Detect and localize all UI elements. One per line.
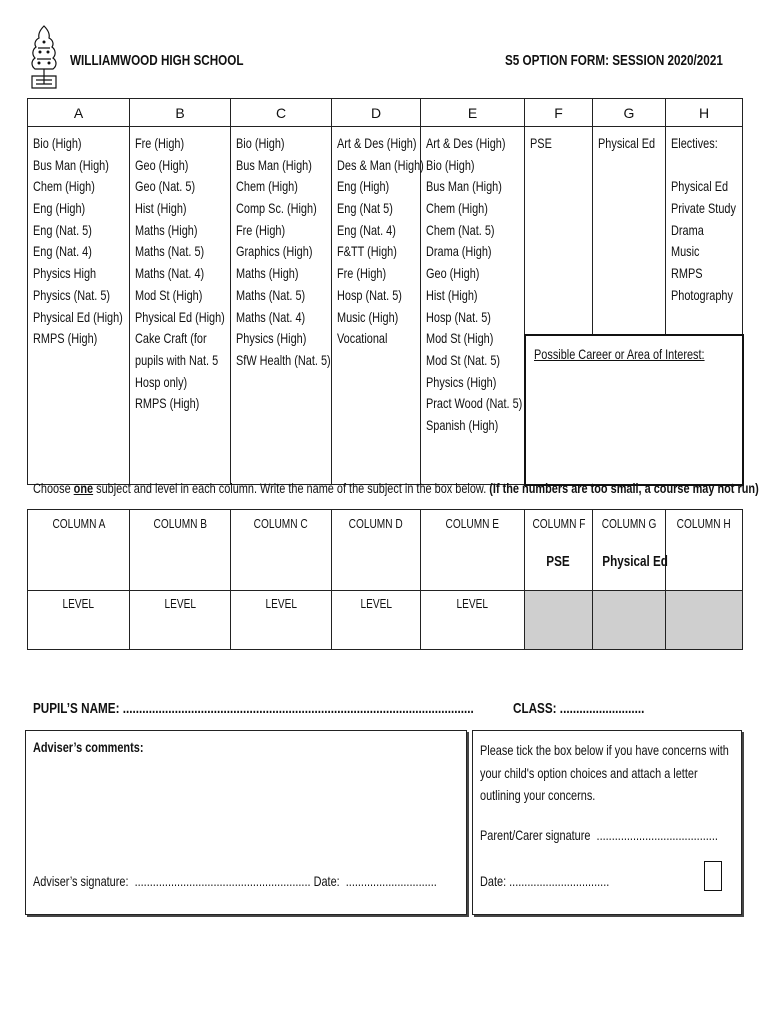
- subject-item-d: Vocational: [337, 330, 388, 347]
- subject-item-b: RMPS (High): [135, 395, 200, 412]
- subject-item-e: Chem (Nat. 5): [426, 221, 495, 238]
- column-header-h: H: [666, 99, 743, 127]
- options-table: [27, 98, 744, 486]
- subject-item-b: Geo (Nat. 5): [135, 178, 196, 195]
- subject-item-d: F&TT (High): [337, 243, 397, 260]
- subject-item-b: Physical Ed (High): [135, 308, 225, 325]
- subject-item-a: Eng (High): [33, 200, 86, 217]
- subject-item-c: Bio (High): [236, 135, 285, 151]
- subject-item-b: Cake Craft (for: [135, 330, 207, 347]
- column-header-e: E: [421, 99, 525, 127]
- subject-item-a: RMPS (High): [33, 330, 98, 347]
- subject-item-h: [671, 155, 742, 177]
- subject-item-e: Mod St (Nat. 5): [426, 351, 501, 368]
- column-g-subjects: [593, 127, 666, 335]
- level-column-g: [593, 591, 666, 650]
- instruction-text: Choose one subject and level in each column. Write the name of the subject in the box below. (If the numbers are too small, a course may not run): [33, 480, 759, 496]
- subject-item-e: Mod St (High): [426, 330, 494, 347]
- subject-item-e: Hosp (Nat. 5): [426, 308, 491, 325]
- subject-item-d: Hosp (Nat. 5): [337, 286, 402, 303]
- class-label: CLASS:: [513, 700, 557, 717]
- subject-item-e: Chem (High): [426, 200, 488, 217]
- subject-item-e: Geo (High): [426, 265, 480, 282]
- subject-item-e: Spanish (High): [426, 416, 499, 433]
- subject-item-a: Eng (Nat. 4): [33, 243, 92, 260]
- column-header-d: D: [332, 99, 421, 127]
- column-f-subjects: [525, 127, 593, 335]
- instruction-emphasis: one: [73, 480, 94, 496]
- subject-item-b: Hist (High): [135, 200, 187, 217]
- choice-column-d[interactable]: COLUMN D: [332, 510, 421, 591]
- subject-item-a: Physics High: [33, 265, 97, 282]
- level-column-a[interactable]: LEVEL: [28, 591, 130, 650]
- column-header-a: A: [28, 99, 130, 127]
- subject-item-b: Maths (High): [135, 221, 198, 238]
- subject-item-g: Physical Ed: [598, 135, 656, 151]
- class-field[interactable]: [513, 700, 681, 717]
- choice-column-e[interactable]: COLUMN E: [421, 510, 525, 591]
- adviser-signature-line[interactable]: Adviser’s signature: .......................................................... Date: ..............................: [33, 873, 437, 889]
- column-a-subjects: [28, 127, 130, 485]
- column-c-subjects: [231, 127, 332, 485]
- column-header-c: C: [231, 99, 332, 127]
- column-b-subjects: [130, 127, 231, 485]
- subject-item-d: Eng (Nat 5): [337, 200, 393, 217]
- subject-item-a: Eng (Nat. 5): [33, 221, 92, 238]
- parent-date-line[interactable]: Date: .................................: [480, 873, 610, 889]
- instruction-note: (If the numbers are too small, a course may not run): [489, 480, 759, 496]
- subject-item-d: Fre (High): [337, 265, 387, 282]
- class-dots: ..........................: [559, 700, 645, 717]
- subject-item-d: Art & Des (High): [337, 135, 417, 151]
- subject-item-c: Maths (High): [236, 265, 299, 282]
- school-name: WILLIAMWOOD HIGH SCHOOL: [70, 52, 244, 69]
- subject-item-h: RMPS: [671, 265, 703, 282]
- subject-item-b: Hosp only): [135, 373, 188, 390]
- subject-item-d: Music (High): [337, 308, 399, 325]
- subject-item-f: PSE: [530, 135, 552, 151]
- subject-item-c: Comp Sc. (High): [236, 200, 317, 217]
- level-column-e[interactable]: LEVEL: [421, 591, 525, 650]
- concerns-checkbox[interactable]: [704, 861, 722, 891]
- column-header-b: B: [130, 99, 231, 127]
- column-header-g: G: [593, 99, 666, 127]
- career-interest-label: Possible Career or Area of Interest:: [533, 345, 705, 362]
- subject-item-e: Bus Man (High): [426, 178, 502, 195]
- parent-concerns-box: [472, 730, 742, 915]
- choice-column-a[interactable]: COLUMN A: [28, 510, 130, 591]
- subject-item-d: Eng (High): [337, 178, 390, 195]
- subject-item-e: Drama (High): [426, 243, 492, 260]
- subject-item-c: Physics (High): [236, 330, 307, 347]
- subject-item-e: Physics (High): [426, 373, 497, 390]
- choices-table: [27, 509, 743, 650]
- subject-item-h: Physical Ed: [671, 178, 729, 195]
- subject-item-h: Private Study: [671, 200, 736, 217]
- parent-instruction-text: Please tick the box below if you have concerns with your child's option choices and attach a letter outlining your concerns.: [480, 742, 729, 803]
- subject-item-h: Drama: [671, 221, 704, 238]
- school-crest-icon: [26, 24, 62, 96]
- column-h-subjects: [666, 127, 743, 335]
- subject-item-a: Chem (High): [33, 178, 95, 195]
- level-column-f: [525, 591, 593, 650]
- subject-item-b: Maths (Nat. 4): [135, 265, 205, 282]
- subject-item-b: Maths (Nat. 5): [135, 243, 205, 260]
- choice-column-f: COLUMN F PSE: [525, 510, 593, 591]
- subject-item-b: Mod St (High): [135, 286, 203, 303]
- subject-item-a: Bus Man (High): [33, 156, 109, 173]
- adviser-comments-box[interactable]: [25, 730, 467, 915]
- choice-column-c[interactable]: COLUMN C: [231, 510, 332, 591]
- level-column-b[interactable]: LEVEL: [130, 591, 231, 650]
- subject-item-c: SfW Health (Nat. 5): [236, 351, 331, 368]
- subject-item-d: Eng (Nat. 4): [337, 221, 396, 238]
- column-d-subjects: [332, 127, 424, 485]
- subject-item-a: Bio (High): [33, 135, 82, 151]
- subject-item-h: Photography: [671, 286, 733, 303]
- subject-item-c: Graphics (High): [236, 243, 313, 260]
- pupil-name-dots: ............................................................................................................: [122, 700, 474, 717]
- choice-column-b[interactable]: COLUMN B: [130, 510, 231, 591]
- form-title: S5 OPTION FORM: SESSION 2020/2021: [505, 52, 723, 69]
- subject-item-h: Electives:: [671, 135, 718, 151]
- subject-item-a: Physical Ed (High): [33, 308, 123, 325]
- subject-item-c: Bus Man (High): [236, 156, 312, 173]
- column-e-subjects: [421, 127, 525, 485]
- career-interest-box[interactable]: [525, 335, 743, 485]
- adviser-comments-label: Adviser’s comments:: [33, 739, 144, 755]
- choice-column-h[interactable]: COLUMN H: [666, 510, 743, 591]
- choice-column-g-value: Physical Ed: [602, 553, 668, 570]
- subject-item-e: Hist (High): [426, 286, 478, 303]
- column-header-f: F: [525, 99, 593, 127]
- subject-item-b: Fre (High): [135, 135, 185, 151]
- subject-item-h: Music: [671, 243, 700, 260]
- pupil-name-label: PUPIL’S NAME:: [33, 700, 120, 717]
- subject-item-c: Maths (Nat. 4): [236, 308, 306, 325]
- level-column-c[interactable]: LEVEL: [231, 591, 332, 650]
- subject-item-c: Chem (High): [236, 178, 298, 195]
- subject-item-a: Physics (Nat. 5): [33, 286, 111, 303]
- level-column-h: [666, 591, 743, 650]
- subject-item-e: Bio (High): [426, 156, 475, 173]
- level-column-d[interactable]: LEVEL: [332, 591, 421, 650]
- subject-item-e: Art & Des (High): [426, 135, 506, 151]
- subject-item-c: Maths (Nat. 5): [236, 286, 306, 303]
- subject-item-b: Geo (High): [135, 156, 189, 173]
- parent-signature-line[interactable]: Parent/Carer signature ........................................: [480, 827, 718, 843]
- choice-column-f-value: PSE: [546, 553, 571, 570]
- subject-item-c: Fre (High): [236, 221, 286, 238]
- choice-column-g: COLUMN G Physical Ed: [593, 510, 666, 591]
- subject-item-d: Des & Man (High): [337, 156, 424, 173]
- subject-item-e: Pract Wood (Nat. 5): [426, 395, 523, 412]
- subject-item-b: pupils with Nat. 5: [135, 351, 219, 368]
